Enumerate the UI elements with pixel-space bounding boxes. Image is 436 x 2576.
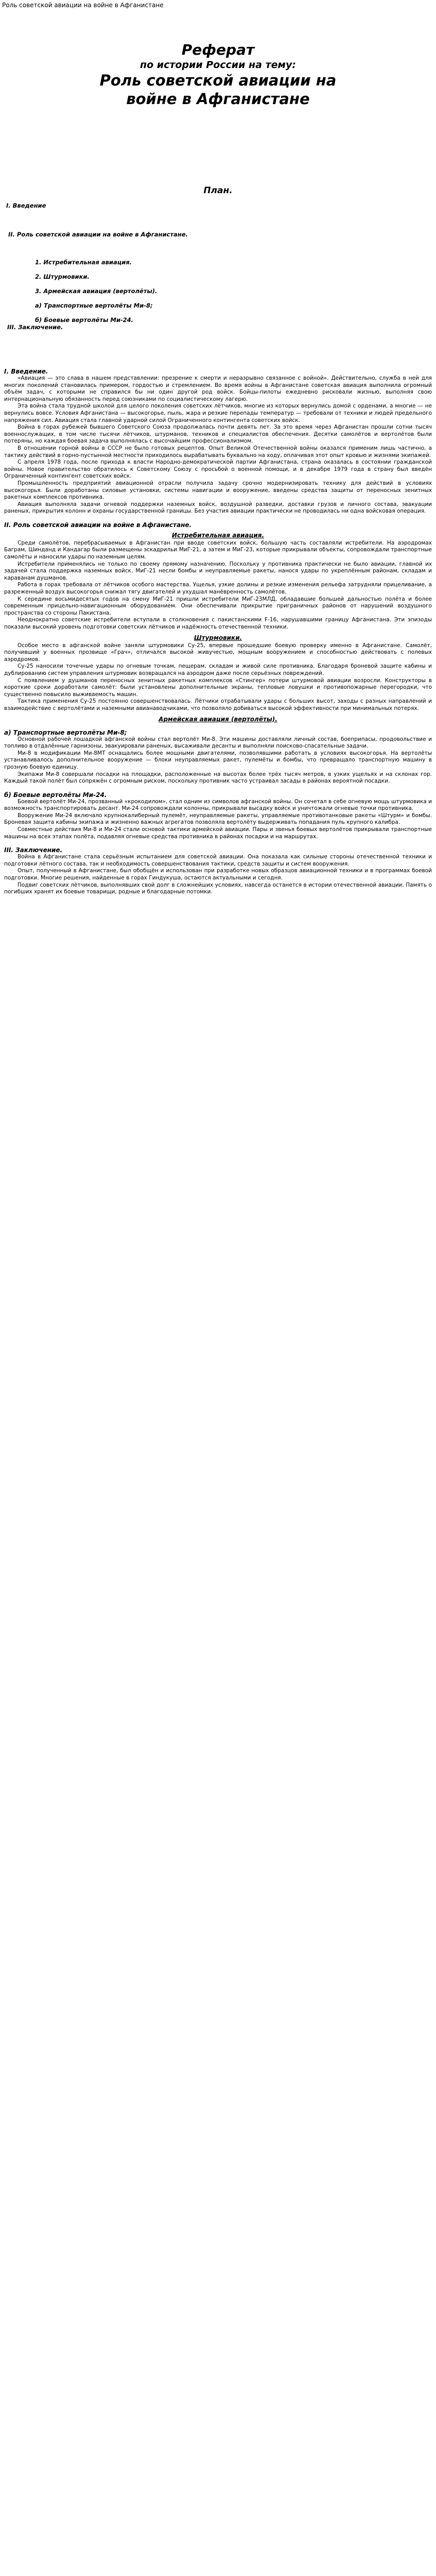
- toc-item-main: II. Роль советской авиации на войне в Афганистане.: [8, 231, 188, 238]
- topic-line-1: Роль советской авиации на: [99, 72, 337, 89]
- paragraph: В отношении горной войны в СССР не было готовых рецептов. Опыт Великой Отечественной войны оказался применим лишь частично, а тактику действий в горно-пустынной местности приходилось вырабатывать буквально на ходу, оплачивая этот опыт кровью и жизнями экипажей.: [4, 445, 432, 459]
- paragraph: Война в Афганистане стала серьёзным испытанием для советской авиации. Она показала как сильные стороны отечественной техники и подготовки лётного состава, так и необходимость совершенствования тактики, средств защиты и систем вооружения.: [4, 854, 432, 867]
- referat-title: Реферат: [181, 41, 255, 58]
- window-title: Роль советской авиации на войне в Афганистане: [2, 2, 164, 9]
- paragraph: Истребители применялись не только по своему прямому назначению. Поскольку у противника практически не было авиации, главной их задачей стала поддержка наземных войск. МиГ-21 несли бомбы и неуправляемые ракеты, нанося удары по укреплённым районам, складам и караванам душманов.: [4, 561, 432, 581]
- topic-line-2: войне в Афганистане: [126, 90, 310, 108]
- subject-line: по истории России на тему:: [140, 59, 296, 71]
- toc-item-mi24: б) Боевые вертолёты Ми-24.: [35, 316, 134, 324]
- paragraph: Промышленность предприятий авиационной отрасли получила задачу срочно модернизировать технику для действий в условиях высокогорья. Были доработаны силовые установки, системы навигации и вооружение, введены средства защиты от переносных зенитных ракетных комплексов противника.: [4, 480, 432, 501]
- toc-item-attack: 2. Штурмовики.: [35, 273, 90, 280]
- document-page: [4, 31, 432, 896]
- paragraph: К середине восьмидесятых годов на смену МиГ-21 пришли истребители МиГ-23МЛД, обладавшие большей дальностью полёта и более современным прицельно-навигационным оборудованием. Они обеспечивали прикрытие приграничных районов от нарушений воздушного пространства со стороны Пакистана.: [4, 596, 432, 616]
- subsection-mi8-heading: а) Транспортные вертолёты Ми-8;: [4, 728, 127, 736]
- plan-title: План.: [203, 185, 233, 196]
- paragraph: С апреля 1978 года, после прихода к власти Народно-демократической партии Афганистана, страна оказалась в состоянии гражданской войны. Новое правительство обратилось к Советскому Союзу с просьбой о военной помощи, и в декабре 1979 года в страну был введён Ограниченный контингент советских войск.: [4, 459, 432, 480]
- paragraph: Ми-8 в модификации Ми-8МТ оснащались более мощными двигателями, позволявшими работать в условиях высокогорья. На вертолёты устанавливалось дополнительное вооружение — блоки неуправляемых ракет, пулемёты и бомбы, что превращало транспортную машину в грозную боевую единицу.: [4, 750, 432, 770]
- paragraph: Неоднократно советские истребители вступали в столкновения с пакистанскими F-16, нарушавшими границу Афганистана. Эти эпизоды показали высокий уровень подготовки советских лётчиков и надёжность отечественной техники.: [4, 617, 432, 630]
- section-intro-heading: I. Введение.: [4, 368, 48, 375]
- paragraph: Особое место в афганской войне заняли штурмовики Су-25, впервые прошедшие боевую проверку именно в Афганистане. Самолёт, получивший у военных прозвище «Грач», отличался высокой живучестью, мощным вооружением и способностью действовать с полевых аэродромов.: [4, 642, 432, 663]
- toc-item-helicopters: 3. Армейская авиация (вертолёты).: [35, 287, 158, 295]
- toc-item-fighters: 1. Истребительная авиация.: [35, 259, 132, 266]
- subsection-fighters-heading: Истребительная авиация.: [171, 531, 265, 539]
- paragraph: Совместные действия Ми-8 и Ми-24 стали основой тактики армейской авиации. Пары и звенья боевых вертолётов прикрывали транспортные машины на всех этапах полёта, подавляя огневые средства противника в районах посадки и на маршрутах.: [4, 826, 432, 840]
- paragraph: Боевой вертолёт Ми-24, прозванный «крокодилом», стал одним из символов афганской войны. Он сочетал в себе огневую мощь штурмовика и возможность транспортировать десант. Ми-24 сопровождали колонны, прикрывали высадку войск и уничтожали огневые точки противника.: [4, 798, 432, 812]
- paragraph: Основной рабочей лошадкой афганской войны стал вертолёт Ми-8. Эти машины доставляли личный состав, боеприпасы, продовольствие и топливо в отдалённые гарнизоны, эвакуировали раненых, высаживали десанты и выполняли поисково-спасательные задачи.: [4, 736, 432, 750]
- section-main-heading: II. Роль советской авиации на войне в Афганистане.: [4, 521, 192, 529]
- section-conclusion-text: [4, 854, 432, 896]
- subsection-helicopters-heading: Армейская авиация (вертолёты).: [159, 715, 277, 723]
- paragraph: Опыт, полученный в Афганистане, был обобщён и использован при разработке новых образцов авиационной техники и в программах боевой подготовки. Многие решения, найденные в горах Гиндукуша, остаются актуальными и сегодня.: [4, 868, 432, 882]
- paragraph: Су-25 наносили точечные удары по огневым точкам, пещерам, складам и живой силе противника. Благодаря броневой защите кабины и дублированию систем управления штурмовик возвращался на аэродром даже после серьёзных повреждений.: [4, 663, 432, 676]
- paragraph: Эта война стала трудной школой для целого поколения советских лётчиков, многие из которых вернулись домой с орденами, а многие — не вернулись вовсе. Условия Афганистана — высокогорье, пыль, жара и резкие перепады температур — требовали от техники и людей предельного напряжения сил. Авиация стала главной ударной силой Ограниченного контингента советских войск.: [4, 403, 432, 423]
- cover-block: [4, 41, 432, 108]
- section-mi24-text: [4, 799, 432, 841]
- toc-item-conclusion: III. Заключение.: [7, 324, 63, 331]
- section-conclusion-heading: III. Заключение.: [4, 846, 63, 854]
- paragraph: Война в горах рубежей бывшего Советского Союза продолжалась почти девять лет. За это время через Афганистан прошли сотни тысяч военнослужащих, в том числе тысячи лётчиков, штурманов, техников и специалистов обеспечения. Десятки самолётов и вертолётов были потеряны, но каждая боевая задача выполнялась с высочайшим профессионализмом.: [4, 424, 432, 445]
- paragraph: Авиация выполняла задачи огневой поддержки наземных войск, воздушной разведки, доставки грузов и личного состава, эвакуации раненых, прикрытия колонн и охраны государственной границы. Без участия авиации практически не проводилась ни одна войсковая операция.: [4, 501, 432, 515]
- section-mi8-text: [4, 736, 432, 785]
- paragraph: С появлением у душманов переносных зенитных ракетных комплексов «Стингер» потери штурмовой авиации возросли. Конструкторы в короткие сроки доработали самолёт: были установлены дополнительные экраны, тепловые ловушки и противопожарные перегородки, что существенно повысило выживаемость машин.: [4, 677, 432, 698]
- paragraph: Среди самолётов, перебрасываемых в Афганистан при вводе советских войск, большую часть составляли истребители. На аэродромах Баграм, Шинданд и Кандагар были размещены эскадрильи МиГ-21, а затем и МиГ-23, которые прикрывали объекты, сопровождали транспортные самолёты и наносили удары по наземным целям.: [4, 539, 432, 561]
- subsection-attack-heading: Штурмовики.: [194, 634, 242, 641]
- section-attack-text: [4, 642, 432, 713]
- paragraph: Экипажи Ми-8 совершали посадки на площадки, расположенные на высотах более трёх тысяч метров, в узких ущельях и на склонах гор. Каждый такой полёт был сопряжён с огромным риском, поскольку противник часто устраивал засады в районах вероятной посадки.: [4, 771, 432, 785]
- paragraph: Тактика применения Су-25 постоянно совершенствовалась. Лётчики отрабатывали удары с больших высот, заходы с разных направлений и взаимодействие с вертолётами и наземными авианаводчиками, что позволяло добиваться высокой эффективности при минимальных потерях.: [4, 698, 432, 711]
- section-intro-text: [4, 375, 432, 515]
- subsection-mi24-heading: б) Боевые вертолёты Ми-24.: [4, 791, 107, 799]
- paragraph: Работа в горах требовала от лётчиков особого мастерства. Ущелья, узкие долины и резкие изменения рельефа затрудняли прицеливание, а разреженный воздух высокогорья снижал тягу двигателей и ухудшал манёвренность самолётов.: [4, 582, 432, 596]
- table-of-contents: [4, 202, 432, 331]
- paragraph: «Авиация — это слава в нашем представлении: презрение к смерти и неразрывно связанное с войной». Действительно, служба в ней для многих поколений становилась примером, гордостью и стремлением. Во время войны в Афганистане советская авиация выполнила огромный объём задач, с которыми не справился бы ни один другой род войск. Бойцы-пилоты ежедневно рисковали жизнью, выполняя свою интернациональную обязанность перед союзниками по социалистическому лагерю.: [4, 375, 432, 402]
- toc-item-intro: I. Введение: [6, 202, 46, 209]
- paragraph: Вооружение Ми-24 включало крупнокалиберный пулемёт, неуправляемые ракеты, управляемые противотанковые ракеты «Штурм» и бомбы. Броневая защита кабины экипажа и жизненно важных агрегатов позволяла вертолёту выдерживать попадания пуль крупного калибра.: [4, 812, 432, 826]
- section-fighters-text: [4, 540, 432, 631]
- toc-item-mi8: а) Транспортные вертолёты Ми-8;: [35, 302, 153, 309]
- paragraph: Подвиг советских лётчиков, выполнявших свой долг в сложнейших условиях, навсегда останется в истории отечественной авиации. Память о погибших хранят их боевые товарищи, родные и благодарные потомки.: [4, 882, 432, 895]
